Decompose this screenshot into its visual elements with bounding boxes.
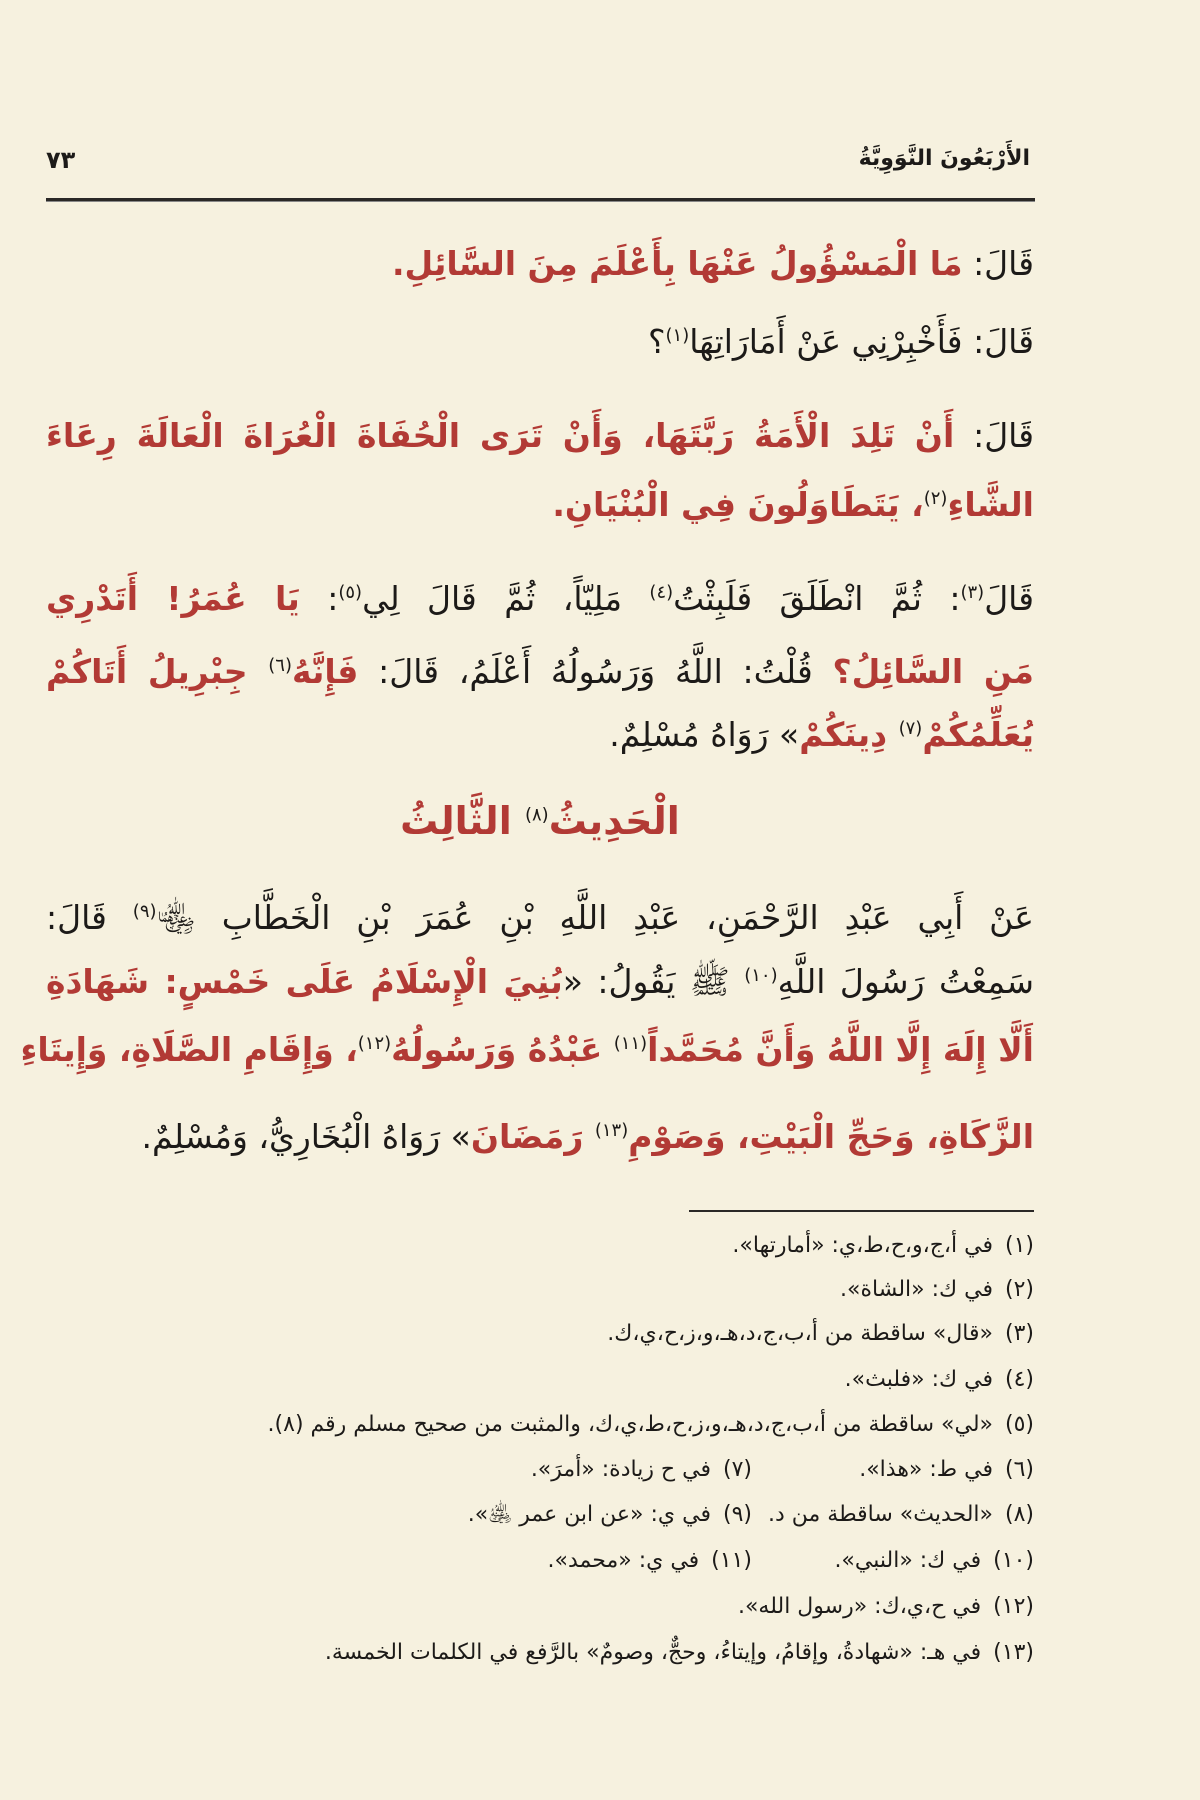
narration-text: عَنْ أَبِي عَبْدِ الرَّحْمَنِ، عَبْدِ اللَّهِ بْنِ عُمَرَ بْنِ الْخَطَّابِ ﵄ [156, 898, 1034, 937]
footnote-number: (١١) [711, 1548, 752, 1573]
hadith-text: رَمَضَانَ [470, 1117, 595, 1156]
footnote-text: في ي: «عن ابن عمر ﵁». [467, 1502, 711, 1527]
footnote-item [607, 1316, 1034, 1352]
footnote-number: (٣) [1004, 1321, 1034, 1346]
footnote-number: (٤) [1004, 1367, 1034, 1392]
footnote-number: (٩) [722, 1502, 752, 1527]
footnote-text: «قال» ساقطة من أ،ب،ج،د،هـ،و،ز،ح،ي،ك. [607, 1321, 993, 1346]
narration-text: قَالَ: [46, 898, 133, 937]
footnote-number: (٨) [1004, 1502, 1034, 1527]
footnote-ref: (٧) [898, 718, 923, 739]
footnote-text: «الحديث» ساقطة من د. [767, 1502, 993, 1527]
footnote-item [268, 1407, 1034, 1443]
text-line [46, 952, 1034, 1012]
footnote-item [768, 1497, 1034, 1533]
narration-text: ﷺ يَقُولُ: « [562, 962, 745, 1001]
footnote-item [859, 1452, 1034, 1488]
narration-text: » رَوَاهُ الْبُخَارِيُّ، وَمُسْلِمٌ. [141, 1117, 471, 1156]
narration-text: قَالَ: فَأَخْبِرْنِي عَنْ أَمَارَاتِهَا [689, 322, 1034, 361]
text-line [46, 569, 1034, 629]
footnote-ref: (١) [665, 325, 690, 346]
narration-text: قَالَ: [962, 244, 1034, 283]
narration-text: : ثُمَّ انْطَلَقَ فَلَبِثْتُ [673, 579, 961, 618]
footnote-text: في ك: «فلبث». [844, 1367, 993, 1392]
hadith-text: أَلَّا إِلَهَ إِلَّا اللَّهُ وَأَنَّ مُحَمَّداً [647, 1030, 1034, 1069]
footnote-text: «لي» ساقطة من أ،ب،ج،د،هـ،و،ز،ح،ط،ي،ك، والمثبت من صحيح مسلم رقم (٨). [267, 1412, 993, 1437]
narration-text: : [299, 579, 339, 618]
hadith-text: يُعَلِّمُكُمْ [922, 715, 1034, 754]
text-line [46, 705, 1034, 765]
footnote-ref: (٦) [268, 655, 292, 676]
footnote-number: (١٠) [993, 1548, 1034, 1573]
footnote-ref: (١٠) [744, 965, 778, 986]
footnote-text: في هـ: «شهادةُ، وإقامُ، وإيتاءُ، وحجٌّ، وصومٌ» بالرَّفع في الكلمات الخمسة. [324, 1640, 982, 1665]
footnote-text: في ح،ي،ك: «رسول الله». [737, 1594, 982, 1619]
footnote-ref: (٢) [923, 488, 948, 509]
hadith-text: الزَّكَاةِ، وَحَجِّ الْبَيْتِ، وَصَوْمِ [628, 1117, 1034, 1156]
narration-text: قَالَ: [954, 416, 1034, 455]
text-line [46, 642, 1034, 702]
footnote-item [840, 1272, 1034, 1308]
footnote-ref: (٣) [960, 582, 985, 603]
footnote-ref: (٥) [338, 582, 363, 603]
footnote-number: (١٣) [993, 1640, 1034, 1665]
footnote-text: في ط: «هذا». [859, 1457, 993, 1482]
footnote-item [834, 1543, 1034, 1579]
footnote-number: (٧) [722, 1457, 752, 1482]
footnote-number: (٦) [1004, 1457, 1034, 1482]
footnote-item [325, 1635, 1034, 1671]
footnote-ref: (٩) [132, 901, 157, 922]
hadith-text: الْحَدِيثُ [548, 799, 680, 843]
section-heading [46, 791, 1034, 851]
hadith-text: فَإِنَّهُ [291, 652, 359, 691]
footnote-item [845, 1362, 1034, 1398]
book-title: الأَرْبَعُونَ النَّوَوِيَّةُ [858, 146, 1030, 171]
footnote-text: في ك: «الشاة». [840, 1277, 993, 1302]
footnote-ref: (١٣) [594, 1120, 629, 1141]
footnote-number: (٥) [1004, 1412, 1034, 1437]
text-line [20, 1020, 1034, 1080]
footnote-divider [689, 1210, 1034, 1212]
footnote-number: (١٢) [993, 1594, 1034, 1619]
hadith-text: الشَّاءِ [947, 485, 1034, 524]
hadith-text: بُنِيَ الْإِسْلَامُ عَلَى خَمْسٍ: شَهَادَةِ [46, 962, 563, 1001]
hadith-text: الثَّالِثُ [400, 799, 525, 843]
footnote-ref: (٨) [524, 804, 549, 826]
text-line [46, 312, 1034, 372]
hadith-text: مَا الْمَسْؤُولُ عَنْهَا بِأَعْلَمَ مِنَ السَّائِلِ. [392, 244, 963, 283]
footnote-ref: (١٢) [357, 1033, 392, 1054]
hadith-text: عَبْدُهُ وَرَسُولُهُ [391, 1030, 614, 1069]
header-divider [46, 198, 1035, 202]
narration-text: » رَوَاهُ مُسْلِمٌ. [609, 715, 800, 754]
footnote-item [531, 1452, 752, 1488]
footnote-text: في أ،ج،و،ح،ط،ي: «أمارتها». [732, 1233, 993, 1258]
page-number: ٧٣ [46, 146, 76, 174]
footnote-item [548, 1543, 752, 1579]
text-line [46, 475, 1034, 535]
footnote-ref: (٤) [649, 582, 674, 603]
footnote-text: في ح زيادة: «أمرَ». [530, 1457, 711, 1482]
hadith-text: مَنِ السَّائِلُ؟ [832, 652, 1034, 691]
footnote-number: (٢) [1004, 1277, 1034, 1302]
footnote-text: في ي: «محمد». [547, 1548, 700, 1573]
hadith-text: دِينَكُمْ [799, 715, 899, 754]
hadith-text: يَا عُمَرُ! أَتَدْرِي [46, 579, 300, 618]
text-line [46, 1107, 1034, 1167]
narration-text: مَلِيّاً، ثُمَّ قَالَ لِي [362, 579, 650, 618]
hadith-text: أَنْ تَلِدَ الْأَمَةُ رَبَّتَهَا، وَأَنْ تَرَى الْحُفَاةَ الْعُرَاةَ الْعَالَةَ رِعَاءَ [46, 416, 955, 455]
text-line [46, 406, 1034, 466]
narration-text: قَالَ [984, 579, 1035, 618]
text-line [46, 888, 1034, 948]
hadith-text: جِبْرِيلُ أَتَاكُمْ [46, 652, 269, 691]
footnote-number: (١) [1004, 1233, 1034, 1258]
footnote-item [468, 1497, 752, 1533]
narration-text: قُلْتُ: اللَّهُ وَرَسُولُهُ أَعْلَمُ، قَالَ: [358, 652, 833, 691]
narration-text: ؟ [648, 322, 666, 361]
footnote-item [732, 1228, 1034, 1264]
footnote-item [738, 1589, 1034, 1625]
footnote-ref: (١١) [613, 1033, 648, 1054]
narration-text: سَمِعْتُ رَسُولَ اللَّهِ [777, 962, 1034, 1001]
text-line [46, 234, 1034, 294]
hadith-text: ، وَإِقَامِ الصَّلَاةِ، وَإِيتَاءِ [20, 1030, 358, 1069]
hadith-text: ، يَتَطَاوَلُونَ فِي الْبُنْيَانِ. [552, 485, 924, 524]
footnote-text: في ك: «النبي». [834, 1548, 982, 1573]
